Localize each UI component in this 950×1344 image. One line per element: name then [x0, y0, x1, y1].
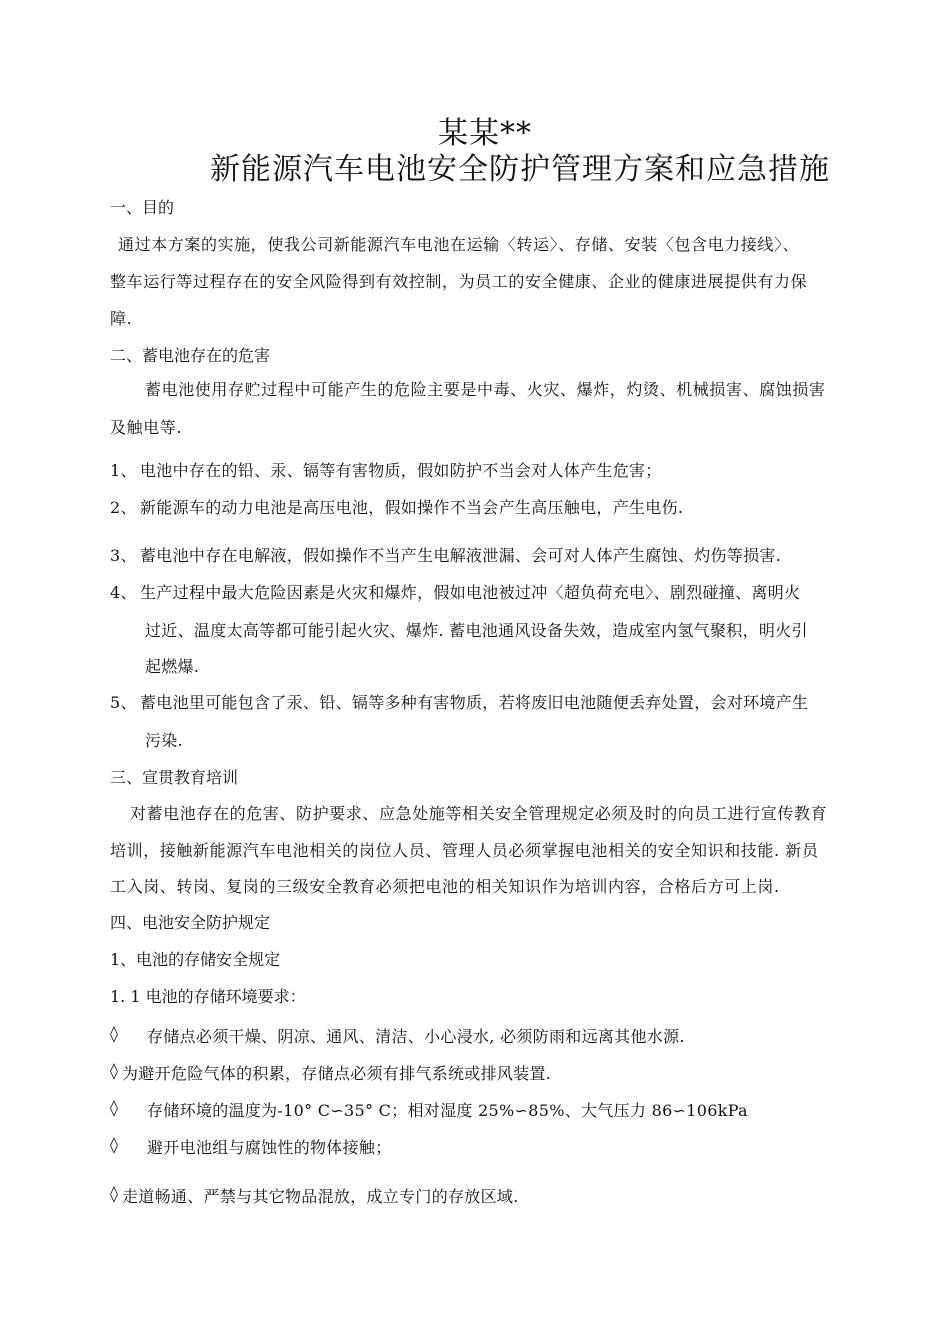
list-item-text: 过近、温度太高等都可能引起火灾、爆炸. 蓄电池通风设备失效，造成室内氢气聚积，明火引	[145, 621, 808, 640]
list-item-number: 1、	[110, 461, 137, 480]
paragraph-line: 整车运行等过程存在的安全风险得到有效控制，为员工的安全健康、企业的健康进展提供有力保	[110, 272, 808, 291]
bullet-text: 走道畅通、严禁与其它物品混放，成立专门的存放区域.	[122, 1187, 519, 1206]
diamond-bullet-icon: ◊	[110, 1184, 118, 1203]
diamond-bullet-icon: ◊	[110, 1061, 118, 1080]
list-item-number: 4、	[110, 583, 137, 602]
list-item-text: 生产过程中最大危险因素是火灾和爆炸，假如电池被过冲〈超负荷充电〉、剧烈碰撞、离明火	[140, 583, 801, 602]
paragraph-line: 培训，接触新能源汽车电池相关的岗位人员、管理人员必须掌握电池相关的安全知识和技能. 新员	[110, 841, 819, 860]
section-heading-protection: 四、电池安全防护规定	[110, 913, 271, 932]
list-item-text: 起燃爆.	[145, 657, 200, 676]
section-heading-hazards: 二、蓄电池存在的危害	[110, 346, 271, 365]
diamond-bullet-icon: ◊	[110, 1135, 118, 1154]
subsection-heading: 1. 1 电池的存储环境要求：	[110, 987, 306, 1006]
list-item-text: 电池中存在的铅、汞、镉等有害物质，假如防护不当会对人体产生危害；	[140, 461, 662, 480]
paragraph-line: 通过本方案的实施，使我公司新能源汽车电池在运输〈转运〉、存储、安装〈包含电力接线〉、	[118, 235, 800, 254]
list-item-text: 新能源车的动力电池是高压电池，假如操作不当会产生高压触电，产生电伤.	[140, 498, 684, 517]
bullet-text: 为避开危险气体的积累，存储点必须有排气系统或排风装置.	[122, 1064, 552, 1083]
subsection-heading: 1、电池的存储安全规定	[110, 950, 281, 969]
document-title-line1: 某某**	[438, 116, 532, 151]
paragraph-line: 对蓄电池存在的危害、防护要求、应急处施等相关安全管理规定必须及时的向员工进行宣传教育	[130, 804, 828, 823]
paragraph-line: 工入岗、转岗、复岗的三级安全教育必须把电池的相关知识作为培训内容，合格后方可上岗.	[110, 877, 780, 896]
list-item-text: 蓄电池中存在电解液，假如操作不当产生电解液泄漏、会可对人体产生腐蚀、灼伤等损害.	[140, 546, 782, 565]
paragraph-line: 障.	[110, 309, 133, 328]
paragraph-line: 及触电等.	[110, 418, 183, 437]
bullet-text: 避开电池组与腐蚀性的物体接触；	[147, 1138, 392, 1157]
section-heading-training: 三、宣贯教育培训	[110, 768, 239, 787]
diamond-bullet-icon: ◊	[110, 1098, 118, 1117]
bullet-text: 存储点必须干燥、阴凉、通风、清洁、小心浸水, 必须防雨和远离其他水源.	[147, 1027, 685, 1046]
list-item-number: 3、	[110, 546, 137, 565]
list-item-text: 污染.	[145, 731, 183, 750]
diamond-bullet-icon: ◊	[110, 1024, 118, 1043]
document-title-line2: 新能源汽车电池安全防护管理方案和应急措施	[210, 152, 830, 187]
list-item-number: 2、	[110, 498, 137, 517]
list-item-number: 5、	[110, 693, 137, 712]
section-heading-purpose: 一、目的	[110, 198, 175, 217]
list-item-text: 蓄电池里可能包含了汞、铅、镉等多种有害物质，若将废旧电池随便丢弃处置，会对环境产生	[140, 693, 809, 712]
bullet-text: 存储环境的温度为-10° C∽35° C；相对湿度 25%∽85%、大气压力 86∽106kPa	[147, 1101, 748, 1120]
paragraph-line: 蓄电池使用存贮过程中可能产生的危险主要是中毒、火灾、爆炸，灼烫、机械损害、腐蚀损害	[145, 380, 826, 399]
